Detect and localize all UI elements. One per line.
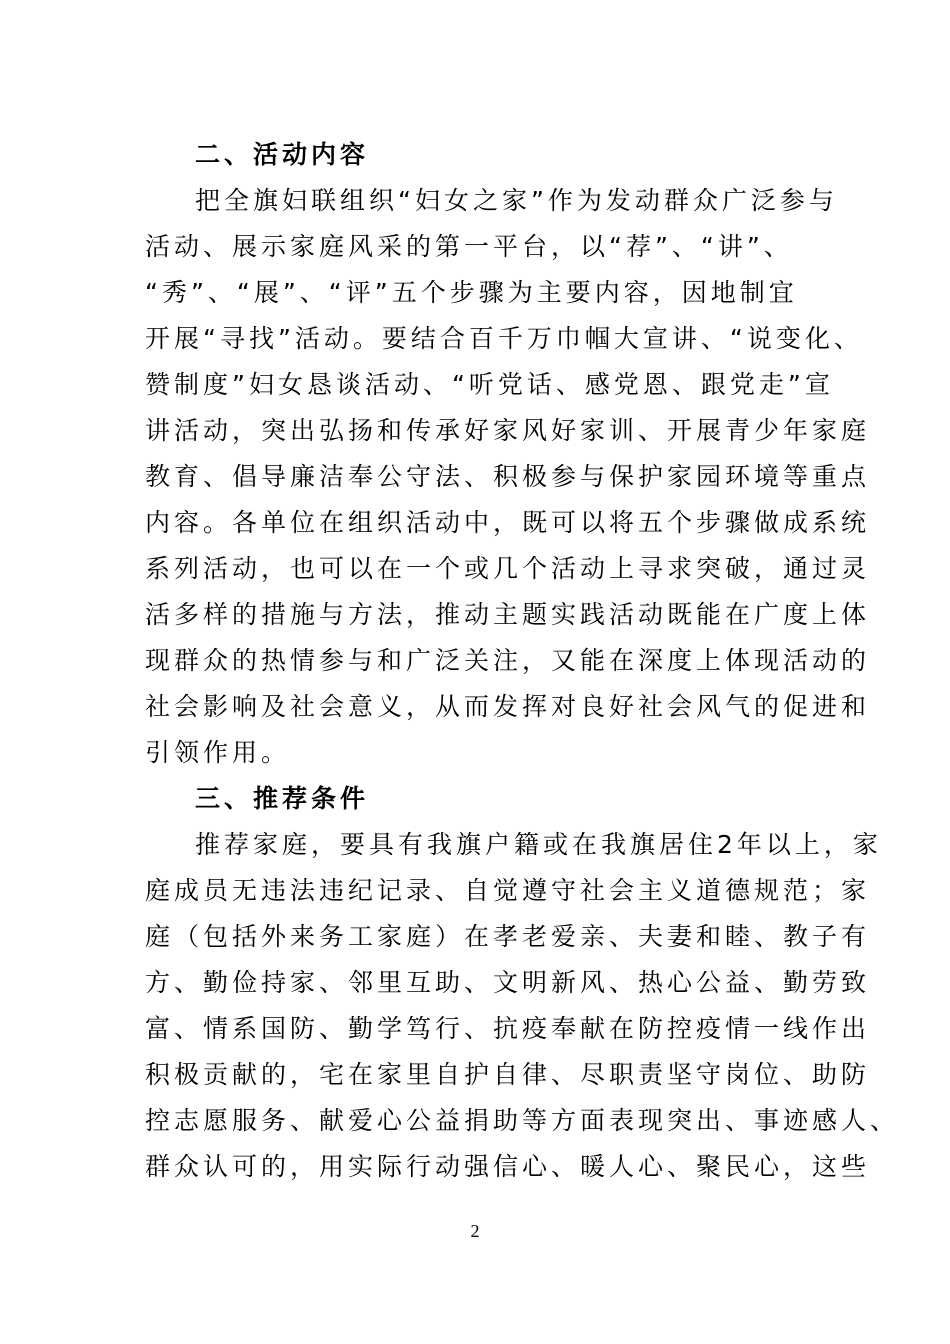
paragraph-line: 把全旗妇联组织“妇女之家”作为发动群众广泛参与: [195, 186, 838, 215]
paragraph-line: 社会影响及社会意义，从而发挥对良好社会风气的促进和: [145, 692, 871, 721]
paragraph-line: 群众认可的，用实际行动强信心、暖人心、聚民心，这些: [145, 1152, 871, 1181]
section-heading-activity-content: 二、活动内容: [195, 140, 370, 169]
paragraph-line: 讲活动，突出弘扬和传承好家风好家训、开展青少年家庭: [145, 416, 871, 445]
paragraph-line: 教育、倡导廉洁奉公守法、积极参与保护家园环境等重点: [145, 462, 871, 491]
paragraph-line: 活动、展示家庭风采的第一平台，以“荐”、“讲”、: [145, 232, 793, 261]
paragraph-line: “秀”、“展”、“评”五个步骤为主要内容，因地制宜: [145, 278, 798, 307]
paragraph-line: 推荐家庭，要具有我旗户籍或在我旗居住2年以上，家: [195, 830, 882, 859]
paragraph-line: 控志愿服务、献爱心公益捐助等方面表现突出、事迹感人、: [145, 1106, 900, 1135]
paragraph-line: 活多样的措施与方法，推动主题实践活动既能在广度上体: [145, 600, 871, 629]
section-heading-recommendation-criteria: 三、推荐条件: [195, 784, 370, 813]
paragraph-line: 积极贡献的，宅在家里自护自律、尽职责坚守岗位、助防: [145, 1060, 871, 1089]
paragraph-line: 引领作用。: [145, 738, 291, 767]
paragraph-line: 庭成员无违法违纪记录、自觉遵守社会主义道德规范；家: [145, 876, 871, 905]
paragraph-line: 系列活动，也可以在一个或几个活动上寻求突破，通过灵: [145, 554, 871, 583]
page-number: 2: [470, 1221, 480, 1241]
paragraph-line: 内容。各单位在组织活动中，既可以将五个步骤做成系统: [145, 508, 871, 537]
paragraph-line: 方、勤俭持家、邻里互助、文明新风、热心公益、勤劳致: [145, 968, 871, 997]
paragraph-line: 富、情系国防、勤学笃行、抗疫奉献在防控疫情一线作出: [145, 1014, 871, 1043]
paragraph-line: 庭（包括外来务工家庭）在孝老爱亲、夫妻和睦、教子有: [145, 922, 871, 951]
paragraph-line: 开展“寻找”活动。要结合百千万巾帼大宣讲、“说变化、: [145, 324, 863, 353]
paragraph-line: 赞制度”妇女恳谈活动、“听党话、感党恩、跟党走”宣: [145, 370, 834, 399]
paragraph-line: 现群众的热情参与和广泛关注，又能在深度上体现活动的: [145, 646, 871, 675]
